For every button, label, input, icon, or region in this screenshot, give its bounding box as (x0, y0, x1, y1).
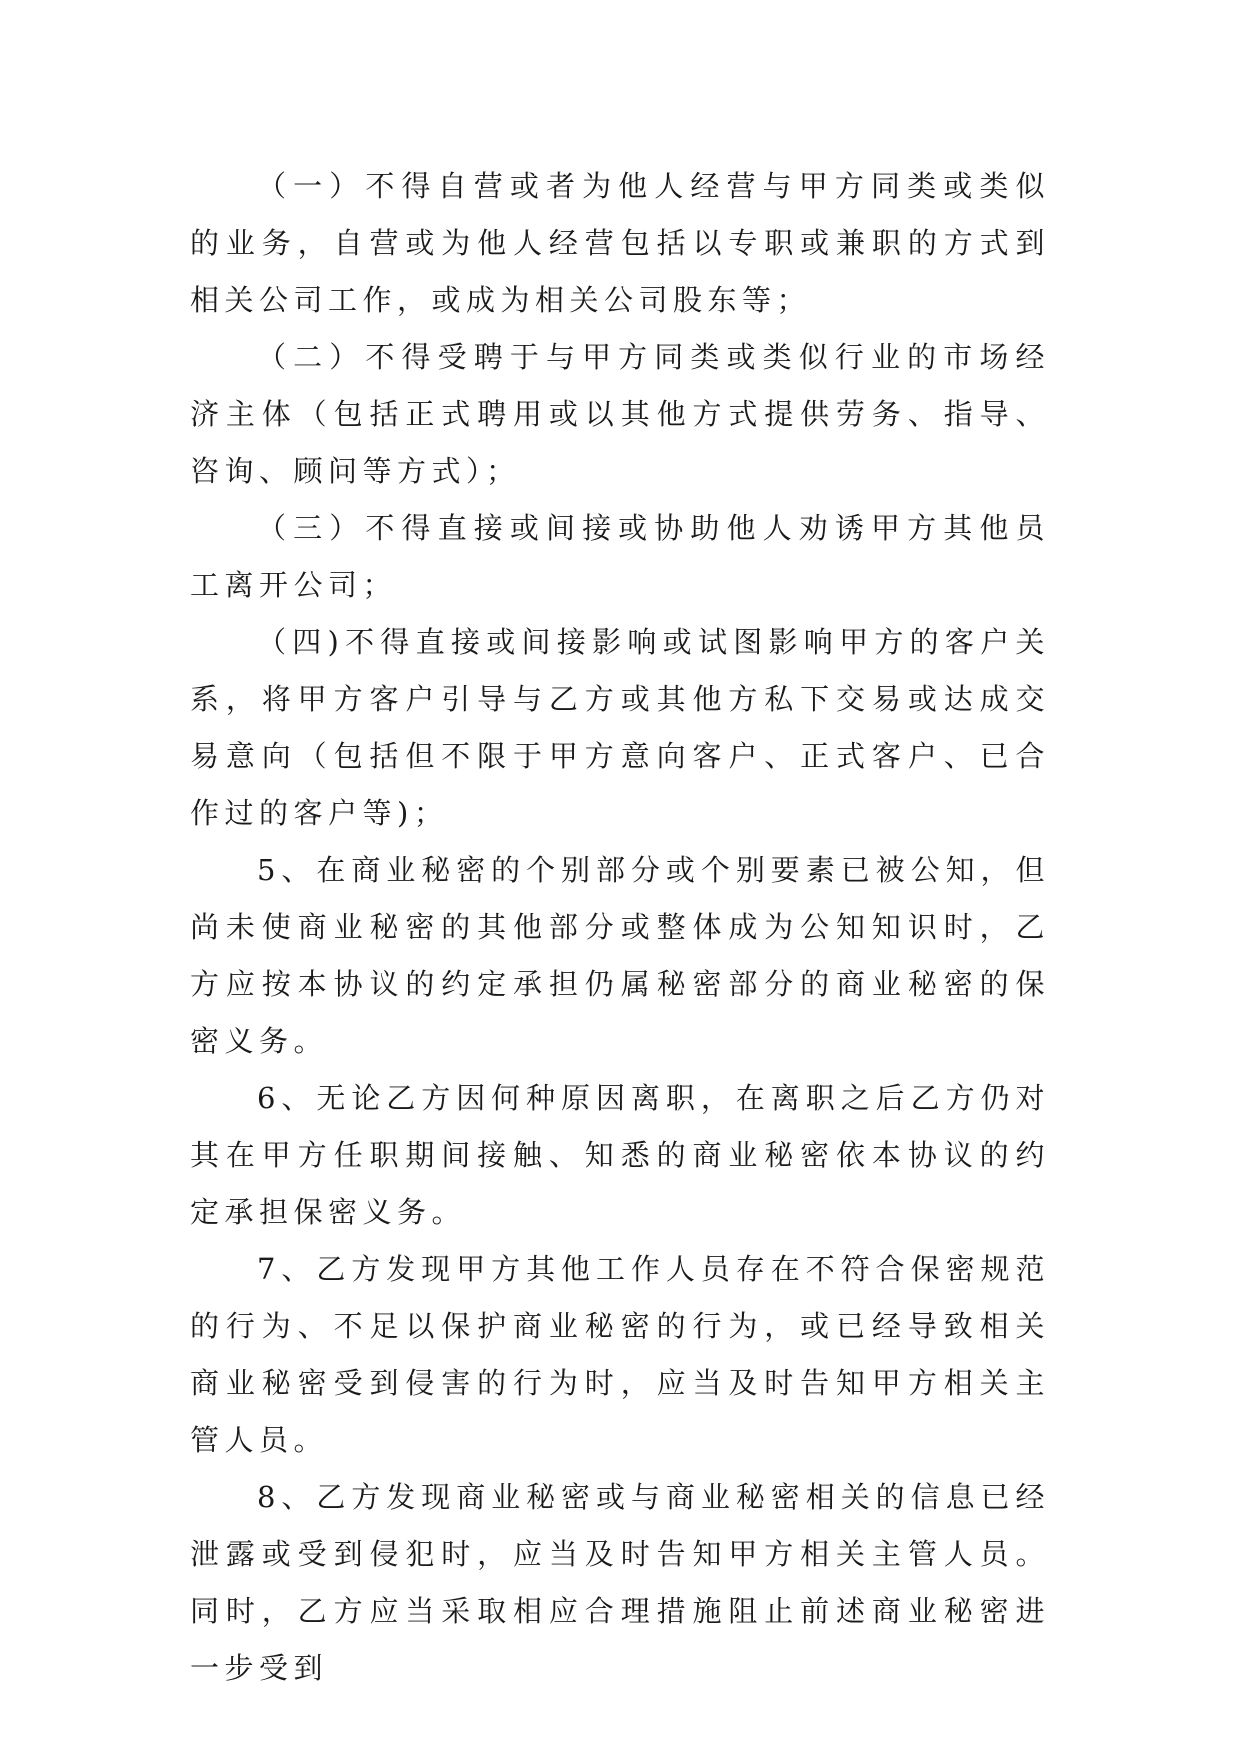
clause-6-post-departure: 6、无论乙方因何种原因离职，在离职之后乙方仍对其在甲方任职期间接触、知悉的商业秘密依本协议的约定承担保密义务。 (190, 1081, 1050, 1229)
document-body (190, 158, 1050, 1697)
clause-no-employment-competitor: （二）不得受聘于与甲方同类或类似行业的市场经济主体（包括正式聘用或以其他方式提供劳务、指导、咨询、顾问等方式）； (190, 340, 1050, 488)
clause-non-compete-business: （一）不得自营或者为他人经营与甲方同类或类似的业务，自营或为他人经营包括以专职或兼职的方式到相关公司工作，或成为相关公司股东等； (190, 169, 1050, 317)
clause-no-solicit-clients: （四)不得直接或间接影响或试图影响甲方的客户关系，将甲方客户引导与乙方或其他方私下交易或达成交易意向（包括但不限于甲方意向客户、正式客户、已合作过的客户等)； (190, 625, 1050, 830)
clause-no-solicit-employees: （三）不得直接或间接或协助他人劝诱甲方其他员工离开公司； (190, 511, 1050, 602)
clause-5-partial-disclosure: 5、在商业秘密的个别部分或个别要素已被公知，但尚未使商业秘密的其他部分或整体成为公知知识时，乙方应按本协议的约定承担仍属秘密部分的商业秘密的保密义务。 (190, 853, 1050, 1058)
clause-8-report-leaks: 8、乙方发现商业秘密或与商业秘密相关的信息已经泄露或受到侵犯时，应当及时告知甲方相关主管人员。同时，乙方应当采取相应合理措施阻止前述商业秘密进一步受到 (190, 1480, 1050, 1685)
clause-7-report-violations: 7、乙方发现甲方其他工作人员存在不符合保密规范的行为、不足以保护商业秘密的行为，或已经导致相关商业秘密受到侵害的行为时，应当及时告知甲方相关主管人员。 (190, 1252, 1050, 1457)
